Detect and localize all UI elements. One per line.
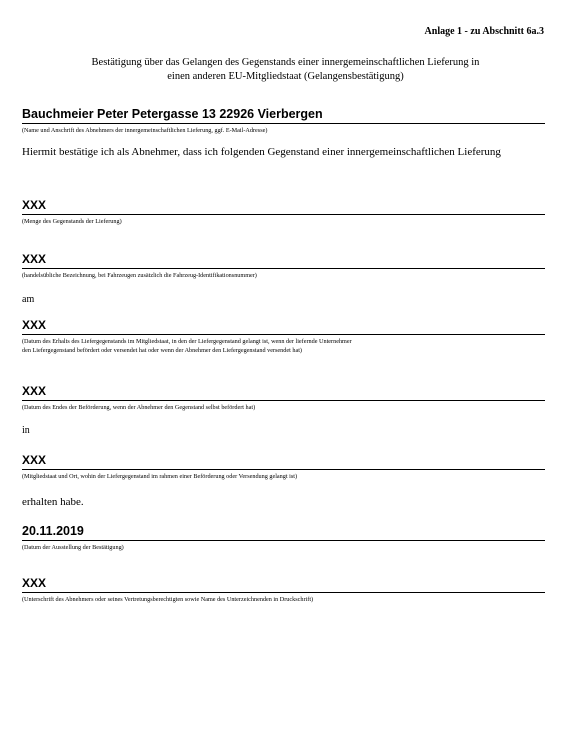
am-label: am xyxy=(22,294,35,305)
annex-label: Anlage 1 - zu Abschnitt 6a.3 xyxy=(424,26,544,37)
received-text: erhalten habe. xyxy=(22,496,84,508)
description-field xyxy=(22,252,545,280)
destination-value: XXX xyxy=(22,453,47,467)
title-line-1: Bestätigung über das Gelangen des Gegenstands einer innergemeinschaftlichen Lieferung in xyxy=(91,57,480,68)
quantity-value: XXX xyxy=(22,198,47,212)
transport-end-date-underline xyxy=(22,400,545,401)
description-caption: (handelsübliche Bezeichnung, bei Fahrzeugen zusätzlich die Fahrzeug-Identifikationsnummer) xyxy=(22,272,257,279)
receipt-date-value: XXX xyxy=(22,318,47,332)
destination-field xyxy=(22,453,545,481)
transport-end-date-value: XXX xyxy=(22,384,47,398)
in-label: in xyxy=(22,425,30,436)
issue-date-caption: (Datum der Ausstellung der Bestätigung) xyxy=(22,544,124,551)
issue-date-field xyxy=(22,524,545,552)
receipt-date-caption-line-1: (Datum des Erhalts des Liefergegenstands im Mitgliedstaat, in den der Liefergegenstand gelangt ist, wenn der liefernde Unternehmer xyxy=(22,338,352,345)
issue-date-value: 20.11.2019 xyxy=(22,524,84,538)
destination-underline xyxy=(22,469,545,470)
recipient-caption: (Name und Anschrift des Abnehmers der innergemeinschaftlichen Lieferung, ggf. E-Mail-Adresse) xyxy=(22,127,268,134)
signature-field xyxy=(22,576,545,604)
quantity-underline xyxy=(22,214,545,215)
quantity-caption: (Menge des Gegenstands der Lieferung) xyxy=(22,218,122,225)
title-line-2: einen anderen EU-Mitgliedstaat (Gelangensbestätigung) xyxy=(167,71,404,82)
transport-end-date-field xyxy=(22,384,545,412)
receipt-date-field xyxy=(22,318,545,355)
recipient-underline xyxy=(22,123,545,124)
document-title xyxy=(0,56,571,84)
transport-end-date-caption: (Datum des Endes der Beförderung, wenn der Abnehmer den Gegenstand selbst befördert hat) xyxy=(22,404,256,411)
recipient-field xyxy=(22,107,545,135)
recipient-value: Bauchmeier Peter Petergasse 13 22926 Vierbergen xyxy=(22,107,323,121)
quantity-field xyxy=(22,198,545,226)
signature-underline xyxy=(22,592,545,593)
signature-caption: (Unterschrift des Abnehmers oder seines Vertretungsberechtigten sowie Name des Unterzeichnenden in Druckschrift) xyxy=(22,596,314,603)
receipt-date-caption-line-2: den Liefergegenstand befördert oder versendet hat oder wenn der Abnehmer den Liefergegenstand versendet hat) xyxy=(22,347,302,354)
receipt-date-underline xyxy=(22,334,545,335)
destination-caption: (Mitgliedstaat und Ort, wohin der Liefergegenstand im rahmen einer Beförderung oder Versendung gelangt ist) xyxy=(22,473,298,480)
description-underline xyxy=(22,268,545,269)
signature-value: XXX xyxy=(22,576,47,590)
issue-date-underline xyxy=(22,540,545,541)
description-value: XXX xyxy=(22,252,47,266)
intro-text: Hiermit bestätige ich als Abnehmer, dass ich folgenden Gegenstand einer innergemeinschaftlichen Lieferung xyxy=(22,146,501,158)
